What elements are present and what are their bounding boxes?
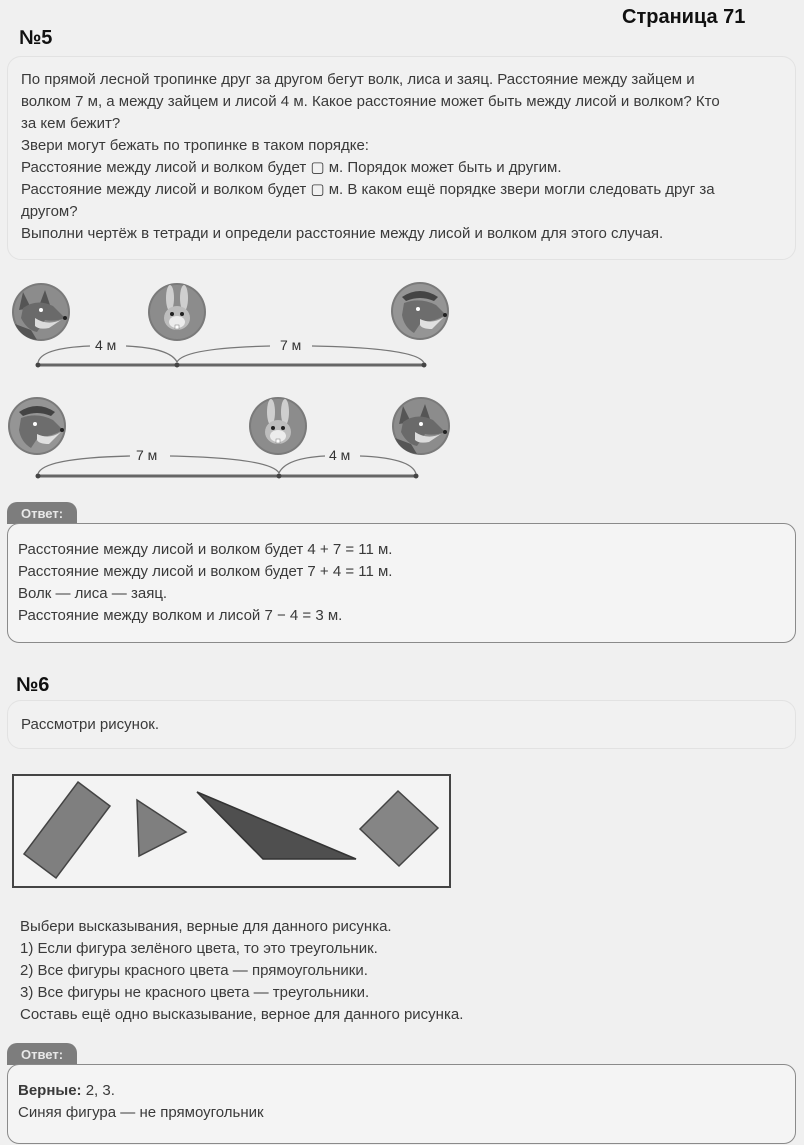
- statement-line: 1) Если фигура зелёного цвета, то это треугольник.: [20, 940, 378, 957]
- question-line: другом?: [21, 203, 78, 220]
- task5-question-card: [7, 56, 796, 260]
- answer-tab: Ответ:: [7, 1043, 77, 1065]
- statement-line: Выбери высказывания, верные для данного рисунка.: [20, 918, 392, 935]
- answer-line: Волк — лиса — заяц.: [18, 585, 168, 602]
- distance-label: 7 м: [280, 337, 302, 353]
- shapes-figure: [12, 774, 451, 888]
- answer-line: [18, 1080, 264, 1102]
- task6-question-card: [7, 700, 796, 749]
- distance-label: 4 м: [95, 337, 117, 353]
- question-line: волком 7 м, а между зайцем и лисой 4 м. Какое расстояние может быть между лисой и волком? Кто: [21, 93, 720, 110]
- question-line: за кем бежит?: [21, 115, 121, 132]
- statement-line: 3) Все фигуры не красного цвета — треугольники.: [20, 984, 370, 1001]
- question-line: Рассмотри рисунок.: [21, 716, 160, 733]
- statement-line: Составь ещё одно высказывание, верное для данного рисунка.: [20, 1006, 464, 1023]
- question-line: По прямой лесной тропинке друг за другом бегут волк, лиса и заяц. Расстояние между зайцем и: [21, 71, 695, 88]
- answer-line: Синяя фигура — не прямоугольник: [18, 1104, 264, 1121]
- answer-bold: Верные:: [18, 1082, 82, 1099]
- task5-number: №5: [19, 27, 53, 49]
- question-line: Расстояние между лисой и волком будет ▢ м. В каком ещё порядке звери могли следовать друг за: [21, 181, 715, 198]
- task6-number: №6: [16, 674, 50, 696]
- answer-tab: Ответ:: [7, 502, 77, 524]
- triangle-shape: [137, 800, 186, 856]
- distance-diagram-1: [0, 270, 470, 375]
- task5-answer-card: [7, 523, 796, 643]
- answer-line: Расстояние между волком и лисой 7 − 4 = 3 м.: [18, 607, 343, 624]
- question-line: Выполни чертёж в тетради и определи расстояние между лисой и волком для этого случая.: [21, 225, 664, 242]
- page-number: Страница 71: [622, 6, 746, 28]
- task6-answer-card: [7, 1064, 796, 1144]
- distance-label: 7 м: [136, 447, 158, 463]
- answer-line: Расстояние между лисой и волком будет 7 + 4 = 11 м.: [18, 563, 393, 580]
- answer-line: Расстояние между лисой и волком будет 4 + 7 = 11 м.: [18, 541, 393, 558]
- question-line: Звери могут бежать по тропинке в таком порядке:: [21, 137, 369, 154]
- distance-diagram-2: [0, 390, 470, 490]
- rectangle-shape: [24, 782, 110, 878]
- statement-line: 2) Все фигуры красного цвета — прямоугольники.: [20, 962, 368, 979]
- question-line: Расстояние между лисой и волком будет ▢ м. Порядок может быть и другим.: [21, 159, 562, 176]
- distance-label: 4 м: [329, 447, 351, 463]
- square-shape: [360, 791, 438, 866]
- triangle-shape: [197, 792, 356, 859]
- answer-value: 2, 3.: [81, 1082, 115, 1099]
